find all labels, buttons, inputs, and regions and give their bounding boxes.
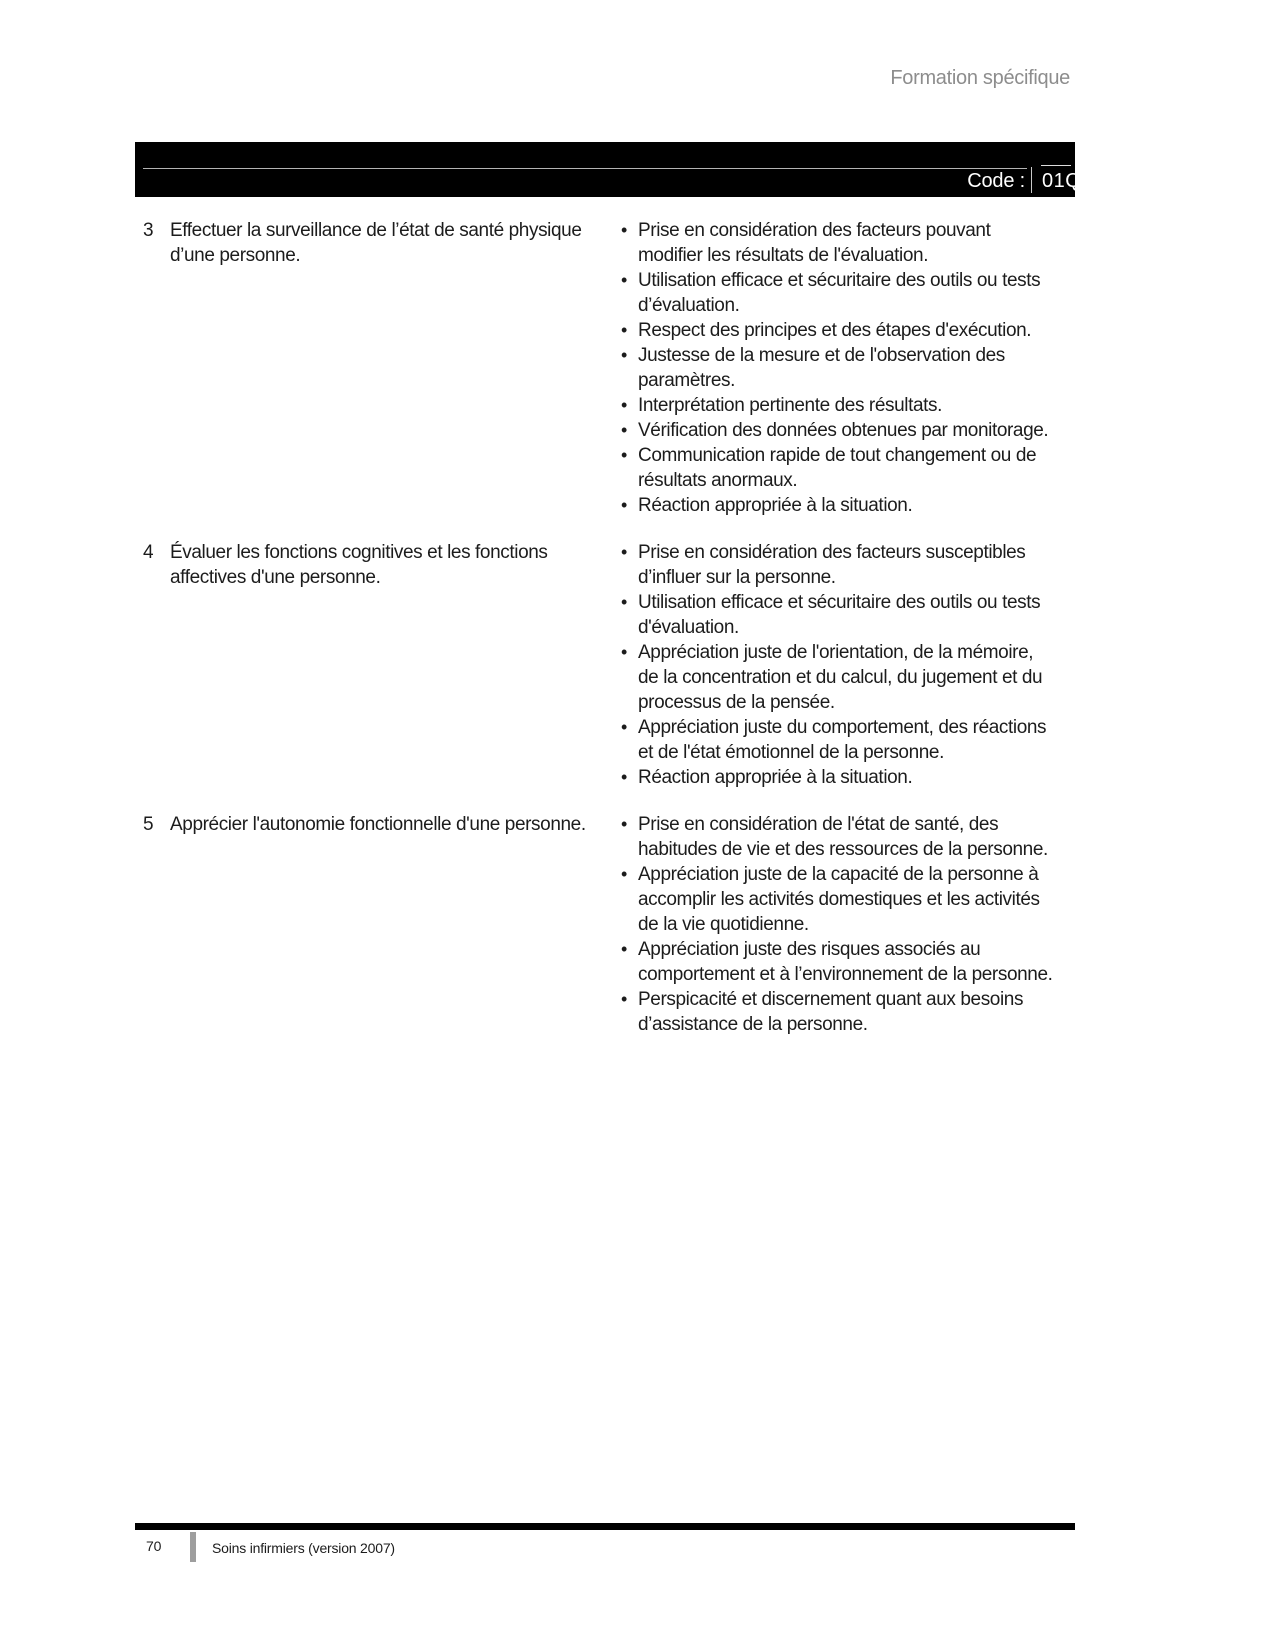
criterion-item: • Respect des principes et des étapes d'exécution. [620, 318, 1054, 343]
competency-row [135, 540, 1075, 790]
criterion-item: • Prise en considération de l'état de santé, des habitudes de vie et des ressources de la personne. [620, 812, 1054, 862]
footer-rule [135, 1523, 1075, 1530]
criterion-item: • Appréciation juste du comportement, des réactions et de l'état émotionnel de la personne. [620, 715, 1054, 765]
criteria-list [620, 540, 1054, 790]
objective-text: Apprécier l'autonomie fonctionnelle d'une personne. [170, 814, 586, 835]
code-bar [135, 142, 1093, 197]
criterion-item: • Communication rapide de tout changement ou de résultats anormaux. [620, 443, 1054, 493]
objective-cell [135, 812, 620, 1037]
criterion-item: • Justesse de la mesure et de l'observation des paramètres. [620, 343, 1054, 393]
criterion-item: • Réaction appropriée à la situation. [620, 765, 1054, 790]
criterion-item: • Réaction appropriée à la situation. [620, 493, 1054, 518]
section-header-label: Formation spécifique [890, 67, 1070, 89]
footer-accent-bar [190, 1532, 196, 1562]
objective-number: 5 [143, 814, 154, 835]
codebar-rule-right [1041, 165, 1071, 166]
page-number: 70 [146, 1538, 162, 1554]
objective-text: Effectuer la surveillance de l’état de santé physique d’une personne. [170, 220, 582, 266]
objective-cell [135, 218, 620, 518]
competency-row [135, 218, 1075, 518]
criteria-list [620, 218, 1054, 518]
code-label: Code : [967, 170, 1025, 192]
objective-number: 3 [143, 220, 154, 241]
criterion-item: • Utilisation efficace et sécuritaire des outils ou tests d’évaluation. [620, 268, 1054, 318]
competency-table [135, 218, 1075, 1059]
objective-number: 4 [143, 542, 154, 563]
criterion-item: • Appréciation juste des risques associés au comportement et à l’environnement de la personne. [620, 937, 1054, 987]
criterion-item: • Interprétation pertinente des résultats. [620, 393, 1054, 418]
criterion-item: • Utilisation efficace et sécuritaire des outils ou tests d'évaluation. [620, 590, 1054, 640]
codebar-rule-left [143, 168, 1027, 169]
objective-cell [135, 540, 620, 790]
criterion-item: • Appréciation juste de la capacité de la personne à accomplir les activités domestiques et les activités de la vie quotidienne. [620, 862, 1054, 937]
criterion-item: • Appréciation juste de l'orientation, de la mémoire, de la concentration et du calcul, du jugement et du processus de la pensée. [620, 640, 1054, 715]
code-value: 01Q4 [1042, 170, 1093, 192]
objective-text: Évaluer les fonctions cognitives et les fonctions affectives d'une personne. [170, 542, 548, 588]
criterion-item: • Perspicacité et discernement quant aux besoins d’assistance de la personne. [620, 987, 1054, 1037]
codebar-divider [1031, 167, 1032, 193]
criteria-list [620, 812, 1054, 1037]
criterion-item: • Prise en considération des facteurs susceptibles d’influer sur la personne. [620, 540, 1054, 590]
criterion-item: • Prise en considération des facteurs pouvant modifier les résultats de l'évaluation. [620, 218, 1054, 268]
competency-row [135, 812, 1075, 1037]
criterion-item: • Vérification des données obtenues par monitorage. [620, 418, 1054, 443]
doc-title: Soins infirmiers (version 2007) [212, 1540, 395, 1556]
